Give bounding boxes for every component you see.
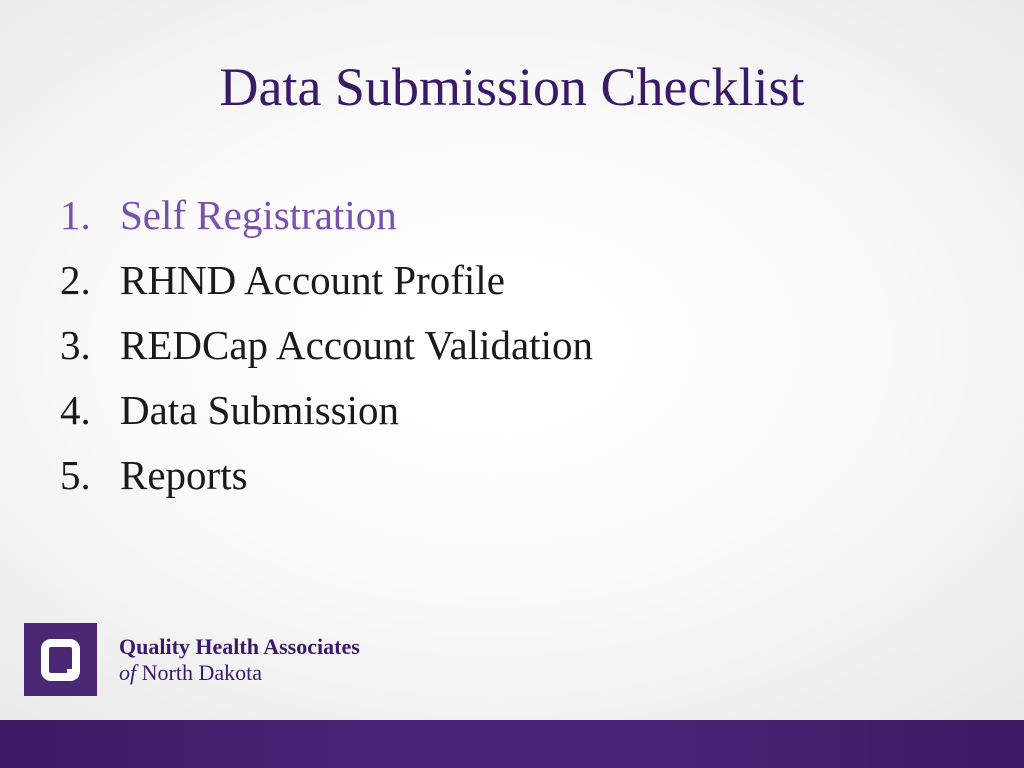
q-logo-icon [24, 623, 97, 696]
logo-text [119, 634, 360, 686]
checklist-item-number: 2. [60, 257, 91, 303]
checklist-item-number: 5. [60, 452, 91, 498]
logo-of-text: of [119, 659, 137, 685]
footer-bar [0, 720, 1024, 768]
checklist [60, 183, 593, 508]
logo-company-name: Quality Health Associates [119, 633, 360, 659]
checklist-item-account-profile [60, 248, 593, 313]
checklist-item-self-registration [60, 183, 593, 248]
checklist-item-data-submission [60, 378, 593, 443]
checklist-item-number: 1. [60, 192, 91, 238]
checklist-item-label: Data Submission [120, 387, 400, 433]
checklist-item-number: 4. [60, 387, 91, 433]
company-logo [24, 623, 360, 696]
checklist-item-label: Self Registration [120, 192, 397, 238]
logo-location-text: North Dakota [136, 659, 262, 685]
slide-title: Data Submission Checklist [219, 57, 805, 117]
checklist-item-reports [60, 443, 593, 508]
checklist-item-account-validation [60, 313, 593, 378]
checklist-item-label: Reports [120, 452, 248, 498]
logo-company-location [119, 660, 360, 686]
checklist-item-number: 3. [60, 322, 91, 368]
checklist-item-label: REDCap Account Validation [120, 322, 593, 368]
checklist-item-label: RHND Account Profile [120, 257, 505, 303]
